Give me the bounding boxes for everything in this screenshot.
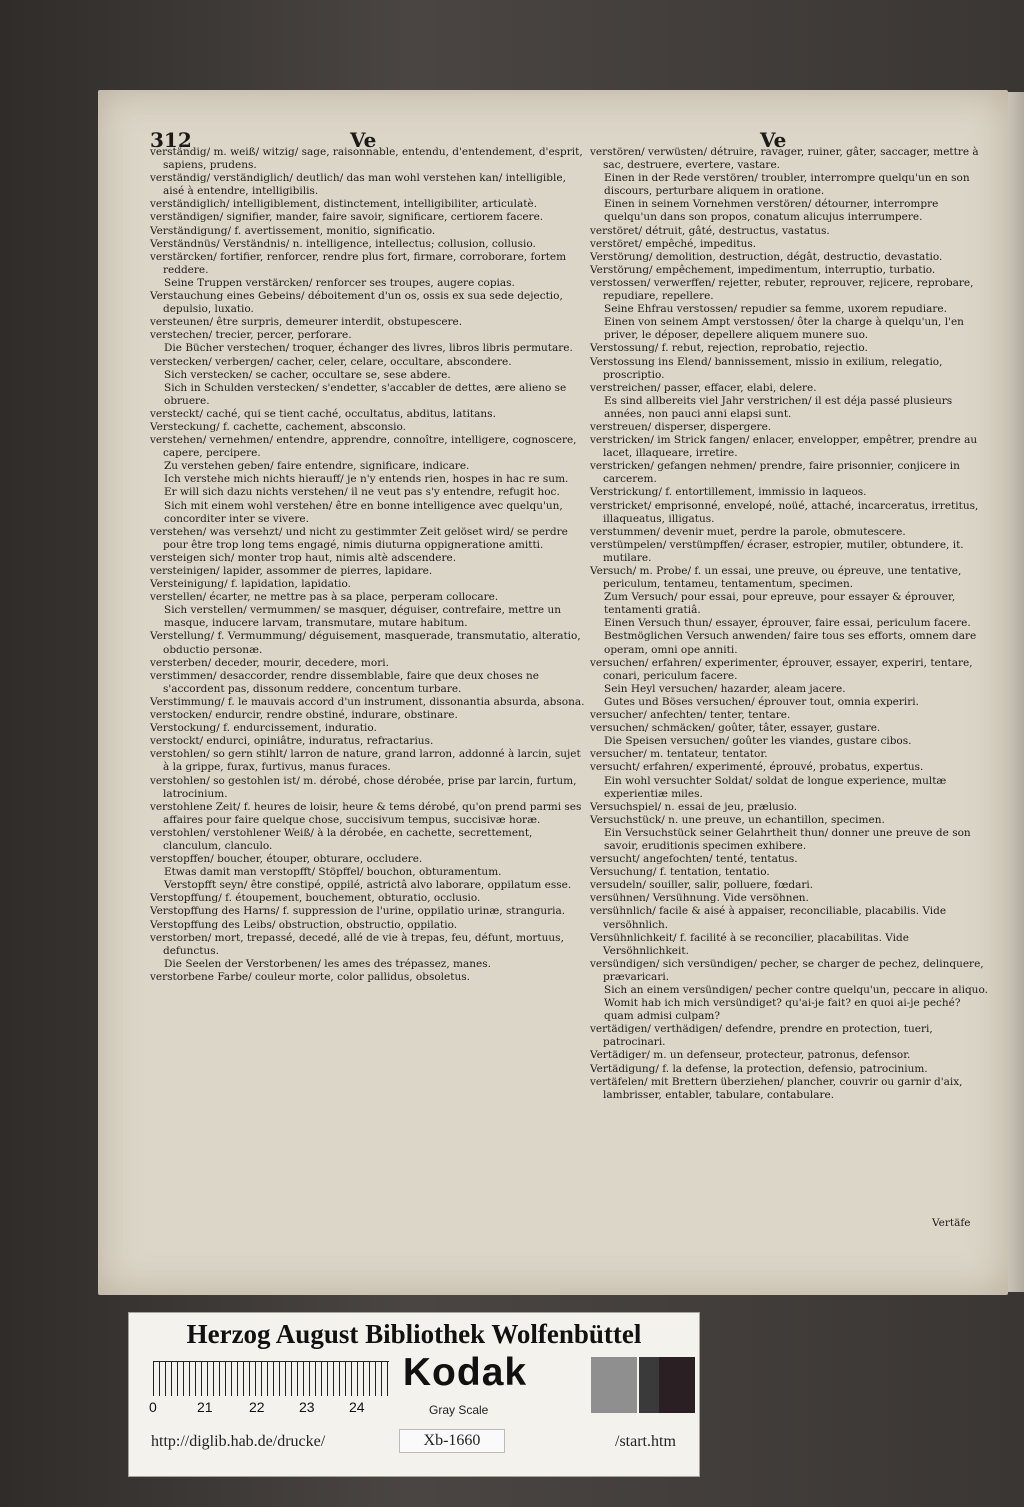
dictionary-entry: verstohlen/ so gestohlen ist/ m. dérobé, chose dérobée, prise par larcin, furtum, latrocinium. bbox=[150, 774, 577, 800]
dictionary-entry: Versteinigung/ f. lapidation, lapidatio. bbox=[150, 578, 351, 591]
dictionary-entry: versucher/ m. tentateur, tentator. bbox=[590, 748, 768, 761]
dictionary-entry: Sein Heyl versuchen/ hazarder, aleam jacere. bbox=[604, 682, 846, 695]
dictionary-entry: Einen Versuch thun/ essayer, éprouver, faire essai, periculum facere. bbox=[604, 617, 971, 630]
dictionary-entry: Sich verstecken/ se cacher, occultare se, sese abdere. bbox=[164, 368, 451, 381]
dictionary-entry: Verstimmung/ f. le mauvais accord d'un instrument, dissonantia absurda, absona. bbox=[150, 695, 585, 708]
dictionary-entry: Einen in der Rede verstören/ troubler, interrompre quelqu'un en son discours, perturbare aliquem in oratione. bbox=[604, 172, 970, 198]
dictionary-entry: Gutes und Böses versuchen/ éprouver tout, omnia experiri. bbox=[604, 695, 919, 708]
dictionary-entry: verstorbene Farbe/ couleur morte, color pallidus, obsoletus. bbox=[150, 970, 470, 983]
dictionary-entry: verstecken/ verbergen/ cacher, celer, celare, occultare, abscondere. bbox=[150, 355, 512, 368]
gray-patch bbox=[659, 1357, 695, 1413]
gray-scale-label: Gray Scale bbox=[429, 1403, 489, 1417]
running-head-left: Ve bbox=[350, 128, 377, 152]
dictionary-entry: Verstörung/ empêchement, impedimentum, interruptio, turbatio. bbox=[590, 263, 936, 276]
dictionary-entry: Ich verstehe mich nichts hierauff/ je n'y entends rien, hospes in hac re sum. bbox=[164, 473, 569, 486]
dictionary-entry: Sich mit einem wohl verstehen/ être en bonne intelligence avec quelqu'un, concorditer inter se vivere. bbox=[164, 499, 563, 525]
dictionary-entry: Verständigung/ f. avertissement, monitio, significatio. bbox=[150, 224, 436, 237]
ruler-number: 24 bbox=[349, 1399, 365, 1415]
dictionary-entry: verstören/ verwüsten/ détruire, ravager, ruiner, gâter, saccager, mettre à sac, destruere, evertere, vastare. bbox=[590, 146, 979, 172]
dictionary-entry: verstossen/ verwerffen/ rejetter, rebuter, reprouver, rejicere, reprobare, repudiare, repellere. bbox=[590, 276, 974, 303]
dictionary-entry: Die Seelen der Verstorbenen/ les ames des trépassez, manes. bbox=[164, 957, 491, 970]
dictionary-entry: verstricken/ gefangen nehmen/ prendre, faire prisonnier, conjicere in carcerem. bbox=[590, 460, 960, 486]
dictionary-entry: Versuchstück/ n. une preuve, un echantillon, specimen. bbox=[590, 813, 885, 826]
dictionary-entry: Verstrickung/ f. entortillement, immissio in laqueos. bbox=[590, 486, 867, 499]
dictionary-entry: verstärcken/ fortifier, renforcer, rendre plus fort, firmare, corroborare, fortem reddere. bbox=[150, 250, 567, 276]
dictionary-entry: versteinigen/ lapider, assommer de pierres, lapidare. bbox=[150, 565, 433, 577]
dictionary-entry: verstechen/ trecier, percer, perforare. bbox=[150, 329, 352, 342]
library-title: Herzog August Bibliothek Wolfenbüttel bbox=[186, 1319, 642, 1349]
dictionary-entry: Verstopfft seyn/ être constipé, oppilé, astrictâ alvo laborare, oppilatum esse. bbox=[164, 879, 572, 892]
left-column bbox=[150, 146, 585, 984]
dictionary-entry: verstreichen/ passer, effacer, elabi, delere. bbox=[590, 381, 817, 394]
dictionary-entry: verstimmen/ desaccorder, rendre dissemblable, faire que deux choses ne s'accordent pas, dissonum reddere, concentum turbare. bbox=[150, 669, 540, 695]
ruler-numbers bbox=[149, 1399, 409, 1417]
dictionary-entry: versteunen/ être surpris, demeurer interdit, obstupescere. bbox=[150, 316, 463, 329]
dictionary-entry: versucher/ anfechten/ tenter, tentare. bbox=[590, 709, 791, 722]
dictionary-entry: Verstopffung/ f. étoupement, bouchement, obturatio, occlusio. bbox=[150, 892, 481, 905]
dictionary-entry: Verstörung/ demolition, destruction, dégât, destructio, devastatio. bbox=[590, 250, 943, 263]
right-column bbox=[590, 146, 990, 1102]
dictionary-entry: Er will sich dazu nichts verstehen/ il ne veut pas s'y entendre, refugit hoc. bbox=[164, 486, 560, 499]
ruler-number: 0 bbox=[149, 1399, 157, 1415]
dictionary-entry: verstummen/ devenir muet, perdre la parole, obmutescere. bbox=[590, 525, 906, 538]
ruler-number: 21 bbox=[197, 1399, 213, 1415]
dictionary-entry: Versuchspiel/ n. essai de jeu, prælusio. bbox=[590, 800, 798, 813]
dictionary-entry: verstocken/ endurcir, rendre obstiné, indurare, obstinare. bbox=[150, 709, 458, 722]
dictionary-entry: vertädigen/ verthädigen/ defendre, prendre en protection, tueri, patrocinari. bbox=[590, 1023, 933, 1049]
gray-patch bbox=[591, 1357, 637, 1413]
dictionary-entry: verstorben/ mort, trepassé, decedé, allé de vie à trepas, feu, défunt, mortuus, defunctus. bbox=[150, 931, 564, 957]
page-number: 312 bbox=[150, 128, 192, 152]
dictionary-entry: Seine Truppen verstärcken/ renforcer ses troupes, augere copias. bbox=[164, 276, 515, 289]
running-head-right: Ve bbox=[760, 128, 787, 152]
dictionary-entry: Womit hab ich mich versündiget? qu'ai-je fait? en quoi ai-je peché? quam admisi culpam? bbox=[604, 997, 961, 1023]
dictionary-entry: versucht/ erfahren/ experimenté, éprouvé, probatus, expertus. bbox=[590, 761, 924, 774]
dictionary-entry: versuchen/ schmäcken/ goûter, tâter, essayer, gustare. bbox=[590, 722, 881, 735]
dictionary-entry: Einen von seinem Ampt verstossen/ ôter la charge à quelqu'un, l'en priver, le déposer, depellere aliquem munere suo. bbox=[604, 316, 964, 342]
catchword: Vertäfe bbox=[932, 1217, 971, 1229]
dictionary-entry: Verstellung/ f. Vermummung/ déguisement, masquerade, transmutatio, alteratio, obductio personæ. bbox=[150, 630, 581, 656]
dictionary-entry: Verstauchung eines Gebeins/ déboitement d'un os, ossis ex sua sede dejectio, depulsio, luxatio. bbox=[150, 290, 563, 316]
dictionary-entry: verstohlen/ verstohlener Weiß/ à la dérobée, en cachette, secrettement, clanculum, clanculo. bbox=[150, 826, 533, 852]
dictionary-entry: Sich in Schulden verstecken/ s'endetter, s'accabler de dettes, ære alieno se obruere. bbox=[164, 381, 567, 407]
dictionary-entry: Seine Ehfrau verstossen/ repudier sa femme, uxorem repudiare. bbox=[604, 303, 947, 316]
dictionary-entry: versündigen/ sich versündigen/ pecher, se charger de pechez, delinquere, prævaricari. bbox=[590, 957, 984, 983]
dictionary-entry: verstohlen/ so gern stihlt/ larron de nature, grand larron, addonné à larcin, sujet à la grippe, furax, furtivus, manus furaces. bbox=[150, 748, 581, 774]
ruler-number: 22 bbox=[249, 1399, 265, 1415]
dictionary-entry: verstricket/ emprisonné, envelopé, noüé, attaché, incarceratus, irretitus, illaqueatus, illigatus. bbox=[590, 499, 979, 525]
dictionary-entry: verstehen/ was versehzt/ und nicht zu gestimmter Zeit gelöset wird/ se perdre pour être trop long tems engagé, nimis diuturna oppigneratione amitti. bbox=[150, 525, 568, 551]
dictionary-entry: Die Speisen versuchen/ goûter les viandes, gustare cibos. bbox=[604, 735, 912, 748]
dictionary-entry: versudeln/ souiller, salir, polluere, fœdari. bbox=[590, 879, 814, 892]
dictionary-entry: Etwas damit man verstopfft/ Stöpffel/ bouchon, obturamentum. bbox=[164, 866, 502, 879]
dictionary-entry: verstreuen/ disperser, dispergere. bbox=[590, 420, 772, 433]
dictionary-entry: verstümpelen/ verstümpffen/ écraser, estropier, mutiler, obtundere, it. mutilare. bbox=[590, 538, 964, 564]
dictionary-entry: Sich an einem versündigen/ pecher contre quelqu'un, peccare in aliquo. bbox=[604, 984, 988, 996]
dictionary-entry: Zum Versuch/ pour essai, pour epreuve, pour essayer & éprouver, tentamenti gratiâ. bbox=[604, 591, 956, 617]
shelfmark: Xb-1660 bbox=[399, 1429, 505, 1453]
color-target-card bbox=[128, 1312, 700, 1477]
dictionary-entry: vertäfelen/ mit Brettern überziehen/ plancher, couvrir ou garnir d'aix, lambrisser, entabler, tabulare, contabulare. bbox=[590, 1075, 963, 1101]
dictionary-entry: Verstopffung des Harns/ f. suppression de l'urine, oppilatio urinæ, stranguria. bbox=[150, 905, 566, 918]
dictionary-entry: verstopffen/ boucher, étouper, obturare, occludere. bbox=[150, 853, 423, 866]
dictionary-entry: verstöret/ empêché, impeditus. bbox=[590, 237, 757, 250]
dictionary-entry: Versuch/ m. Probe/ f. un essai, une preuve, ou épreuve, une tentative, periculum, tentameu, tentamentum, specimen. bbox=[590, 565, 962, 591]
dictionary-entry: Vertädigung/ f. la defense, la protection, defensio, patrocinium. bbox=[590, 1062, 928, 1075]
dictionary-entry: verstricken/ im Strick fangen/ enlacer, envelopper, empêtrer, prendre au lacet, illaqueare, irretire. bbox=[590, 434, 978, 460]
dictionary-entry: Verstopffung des Leibs/ obstruction, obstructio, oppilatio. bbox=[150, 918, 458, 931]
dictionary-entry: versterben/ deceder, mourir, decedere, mori. bbox=[150, 656, 389, 669]
dictionary-entry: verstehen/ vernehmen/ entendre, apprendre, connoître, intelligere, cognoscere, capere, percipere. bbox=[150, 434, 577, 460]
dictionary-entry: verständigen/ signifier, mander, faire savoir, significare, certiorem facere. bbox=[150, 211, 544, 224]
dictionary-entry: Verstockung/ f. endurcissement, induratio. bbox=[150, 722, 377, 735]
dictionary-entry: Die Bücher verstechen/ troquer, échanger des livres, libros libris permutare. bbox=[164, 342, 573, 355]
dictionary-entry: versucht/ angefochten/ tenté, tentatus. bbox=[590, 853, 798, 866]
url-suffix: /start.htm bbox=[615, 1433, 676, 1450]
dictionary-entry: Sich verstellen/ vermummen/ se masquer, déguiser, contrefaire, mettre un masque, inducere larvam, transmutare, mutare habitum. bbox=[164, 604, 561, 630]
dictionary-entry: versteckt/ caché, qui se tient caché, occultatus, abditus, latitans. bbox=[150, 407, 496, 420]
dictionary-entry: Verstossung/ f. rebut, rejection, reprobatio, rejectio. bbox=[590, 342, 868, 355]
dictionary-entry: verständig/ verständiglich/ deutlich/ das man wohl verstehen kan/ intelligible, aisé à entendre, intelligibilis. bbox=[150, 172, 566, 198]
dictionary-entry: verstockt/ endurci, opiniâtre, induratus, refractarius. bbox=[150, 735, 434, 748]
ruler-number: 23 bbox=[299, 1399, 315, 1415]
dictionary-entry: Es sind allbereits viel Jahr verstrichen/ il est déja passé plusieurs années, non pauci anni elapsi sunt. bbox=[604, 394, 953, 420]
dictionary-entry: Ein wohl versuchter Soldat/ soldat de longue experience, multæ experientiæ miles. bbox=[604, 774, 947, 800]
dictionary-entry: Versuchung/ f. tentation, tentatio. bbox=[590, 866, 770, 879]
dictionary-entry: Versteckung/ f. cachette, cachement, absconsio. bbox=[150, 420, 406, 433]
dictionary-entry: Verständnüs/ Verständnis/ n. intelligence, intellectus; collusion, collusio. bbox=[150, 237, 536, 250]
dictionary-entry: verstellen/ écarter, ne mettre pas à sa place, perperam collocare. bbox=[150, 591, 499, 604]
dictionary-entry: Versühnlichkeit/ f. facilité à se reconcilier, placabilitas. Vide Versöhnlichkeit. bbox=[590, 931, 909, 957]
dictionary-entry: verstohlene Zeit/ f. heures de loisir, heure & tems dérobé, qu'on prend parmi ses affaires pour faire quelque chose, succisivum tempus, succisivæ horæ. bbox=[150, 800, 582, 826]
dictionary-entry: verständig/ m. weiß/ witzig/ sage, raisonnable, entendu, d'entendement, d'esprit, sapiens, prudens. bbox=[150, 146, 583, 172]
dictionary-entry: Bestmöglichen Versuch anwenden/ faire tous ses efforts, omnem dare operam, omni ope anniti. bbox=[604, 630, 977, 656]
dictionary-entry: Vertädiger/ m. un defenseur, protecteur, patronus, defensor. bbox=[590, 1049, 911, 1062]
kodak-logo: Kodak bbox=[402, 1351, 528, 1394]
source-url: http://diglib.hab.de/drucke/ bbox=[151, 1433, 326, 1450]
dictionary-entry: Zu verstehen geben/ faire entendre, significare, indicare. bbox=[164, 460, 470, 473]
dictionary-entry: versühnen/ Versühnung. Vide versöhnen. bbox=[590, 892, 809, 905]
dictionary-entry: Einen in seinem Vornehmen verstören/ détourner, interrompre quelqu'un dans son propos, conatum alicujus interrumpere. bbox=[604, 198, 939, 224]
dictionary-entry: verständiglich/ intelligiblement, distinctement, intelligibiliter, articulatè. bbox=[150, 198, 537, 211]
dictionary-entry: verstöret/ détruit, gâté, destructus, vastatus. bbox=[590, 224, 830, 237]
dictionary-entry: versteigen sich/ monter trop haut, nimis altè adscendere. bbox=[150, 551, 457, 564]
dictionary-entry: versühnlich/ facile & aisé à appaiser, reconciliable, placabilis. Vide versöhnlich. bbox=[590, 905, 947, 931]
ruler-scale bbox=[153, 1361, 389, 1396]
dictionary-entry: versuchen/ erfahren/ experimenter, éprouver, essayer, experiri, tentare, conari, periculum facere. bbox=[590, 656, 973, 682]
dictionary-entry: Ein Versuchstück seiner Gelahrtheit thun/ donner une preuve de son savoir, eruditionis specimen exhibere. bbox=[604, 826, 971, 852]
dictionary-entry: Verstossung ins Elend/ bannissement, missio in exilium, relegatio, proscriptio. bbox=[590, 355, 943, 381]
